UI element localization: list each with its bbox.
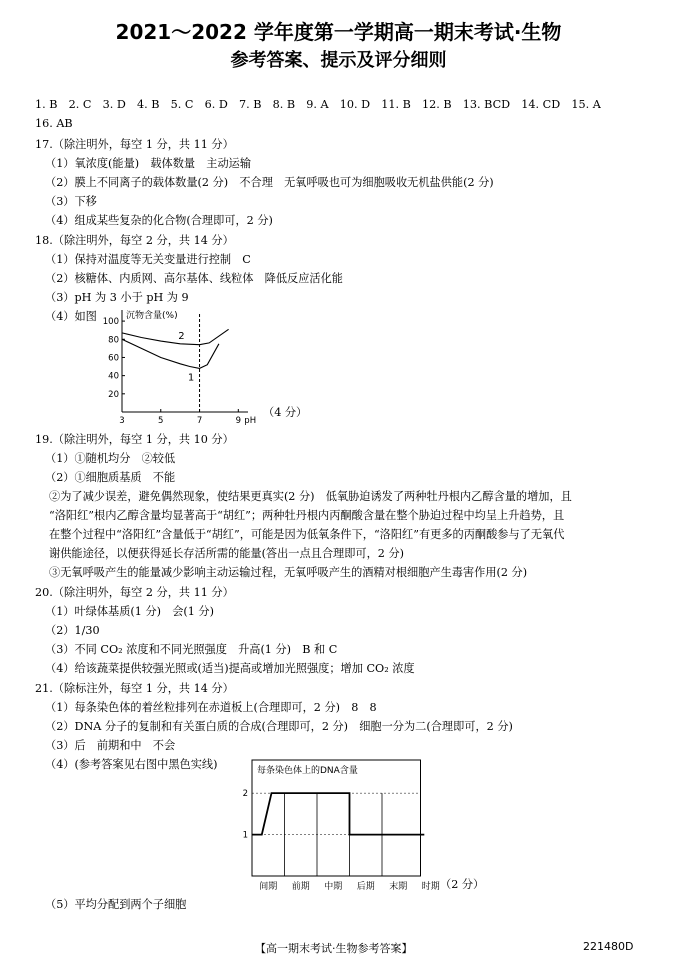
- series-label-1: 1: [187, 372, 195, 384]
- q17-p1: （1）氧浓度(能量) 载体数量 主动运输: [45, 157, 252, 170]
- y-tick-label: 40: [108, 371, 119, 382]
- x-category-label: 间期: [259, 882, 278, 892]
- y-tick-label: 60: [108, 353, 119, 364]
- q20-p3: （3）不同 CO₂ 浓度和不同光照强度 升高(1 分) B 和 C: [45, 643, 338, 656]
- q21-p2: （2）DNA 分子的复制和有关蛋白质的合成(合理即可，2 分) 细胞一分为二(合理即可，2 分): [45, 720, 513, 733]
- q19-p2: （2）①细胞质基质 不能: [45, 471, 176, 484]
- q20-head: 20.（除注明外，每空 2 分，共 11 分）: [35, 586, 234, 599]
- dna-content-chart: [232, 756, 447, 896]
- choice-answers: 1. B 2. C 3. D 4. B 5. C 6. D 7. B 8. B 9. A 10. D 11. B 12. B 13. BCD 14. CD 15. A: [35, 98, 601, 111]
- q19-p3a: ②为了减少误差，避免偶然现象，使结果更真实(2 分) 低氧胁迫诱发了两种牡丹根内乙醇含量的增加，且: [49, 490, 572, 503]
- q19-head: 19.（除注明外，每空 1 分，共 10 分）: [35, 433, 234, 446]
- y-tick-label: 80: [108, 335, 119, 346]
- dna-series-line: [252, 793, 424, 835]
- q18-p3: （3）pH 为 3 小于 pH 为 9: [45, 291, 189, 304]
- q17-p3: （3）下移: [45, 195, 97, 208]
- footer-title: 【高一期末考试·生物参考答案】: [255, 942, 413, 955]
- q19-p1: （1）①随机均分 ②较低: [45, 452, 176, 465]
- q19-p3d: 谢供能途径，以便获得延长存活所需的能量(答出一点且合理即可，2 分): [49, 547, 405, 560]
- x-category-label: 中期: [324, 882, 343, 892]
- x-tick-label: 7: [196, 416, 203, 426]
- q21-p3: （3）后 前期和中 不会: [45, 739, 176, 752]
- y-axis-label: 每条染色体上的DNA含量: [257, 766, 358, 776]
- footer-code: 221480D: [583, 940, 634, 953]
- q17-p4: （4）组成某些复杂的化合物(合理即可，2 分): [45, 214, 273, 227]
- q18-p4: （4）如图: [45, 310, 97, 323]
- x-category-label: 时期: [421, 882, 440, 892]
- q21-score: （2 分）: [440, 878, 485, 891]
- q21-p1: （1）每条染色体的着丝粒排列在赤道板上(合理即可，2 分) 8 8: [45, 701, 377, 714]
- q21-p5: （5）平均分配到两个子细胞: [45, 898, 187, 911]
- ph-precipitate-chart: [96, 306, 256, 428]
- q21-head: 21.（除标注外，每空 1 分，共 14 分）: [35, 682, 234, 695]
- q19-p3b: “洛阳红”根内乙醇含量均显著高于“胡红”；两种牡丹根内丙酮酸含量在整个胁迫过程中均呈上升趋势，且: [49, 509, 565, 522]
- y-tick-label: 20: [108, 389, 119, 400]
- chart-frame: [252, 760, 421, 876]
- x-axis-label: pH: [244, 416, 256, 426]
- q20-p2: （2）1/30: [45, 624, 100, 637]
- x-category-label: 后期: [356, 882, 375, 892]
- q19-p4: ③无氧呼吸产生的能量减少影响主动运输过程，无氧呼吸产生的酒精对根细胞产生毒害作用(2 分): [49, 566, 528, 579]
- y-tick-label: 2: [242, 789, 248, 800]
- q18-head: 18.（除注明外，每空 2 分，共 14 分）: [35, 234, 234, 247]
- series-line-2: [122, 329, 229, 344]
- q20-p1: （1）叶绿体基质(1 分) 会(1 分): [45, 605, 214, 618]
- q18-score: （4 分）: [263, 406, 308, 419]
- q21-p4: （4）(参考答案见右图中黑色实线): [45, 758, 218, 771]
- q17-p2: （2）膜上不同离子的载体数量(2 分) 不合理 无氧呼吸也可为细胞吸收无机盐供能(2 分): [45, 176, 494, 189]
- x-tick-label: 3: [119, 416, 125, 426]
- page-title: 2021～2022 学年度第一学期高一期末考试·生物: [115, 20, 562, 44]
- y-axis-label: 沉物含量(%): [126, 311, 178, 321]
- q17-head: 17.（除注明外，每空 1 分，共 11 分）: [35, 138, 234, 151]
- x-tick-label: 5: [158, 416, 164, 426]
- x-tick-label: 9: [235, 416, 242, 426]
- q19-p3c: 在整个过程中“洛阳红”含量低于“胡红”，可能是因为低氧条件下，“洛阳红”有更多的丙酮酸参与了无氧代: [49, 528, 565, 541]
- x-category-label: 前期: [291, 882, 310, 892]
- y-tick-label: 1: [242, 830, 248, 841]
- q18-p1: （1）保持对温度等无关变量进行控制 C: [45, 253, 251, 266]
- series-label-2: 2: [178, 330, 185, 342]
- x-category-label: 末期: [389, 882, 408, 892]
- q20-p4: （4）给该蔬菜提供较强光照或(适当)提高或增加光照强度；增加 CO₂ 浓度: [45, 662, 415, 675]
- page-subtitle: 参考答案、提示及评分细则: [230, 50, 447, 71]
- y-tick-label: 100: [102, 317, 119, 328]
- q18-p2: （2）核糖体、内质网、高尔基体、线粒体 降低反应活化能: [45, 272, 343, 285]
- answer-16: 16. AB: [35, 117, 73, 130]
